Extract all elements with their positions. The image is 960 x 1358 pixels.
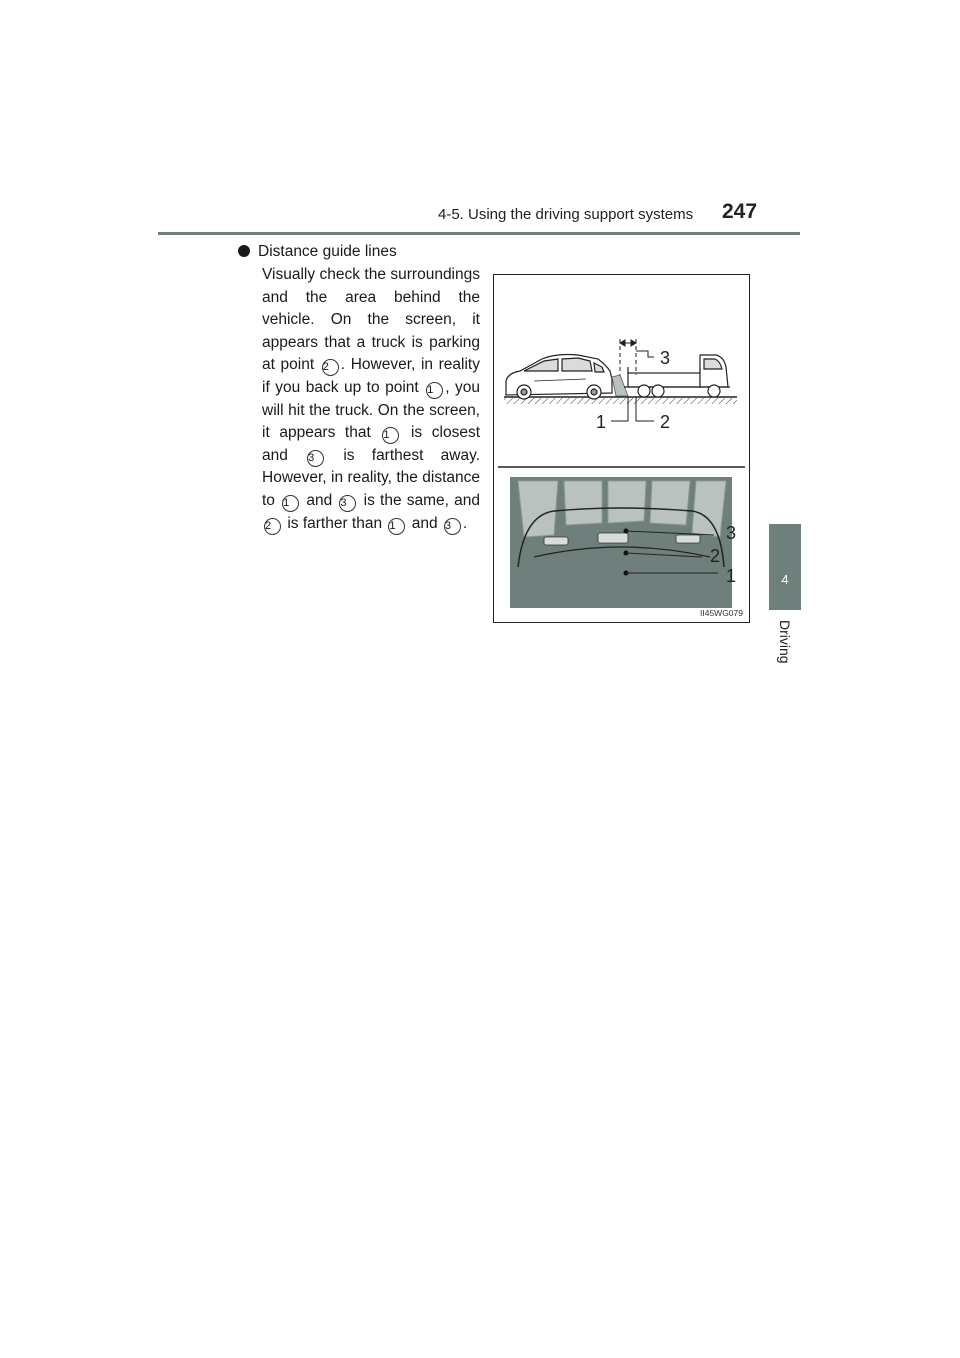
text-run: is the same, and (363, 491, 481, 509)
page-number: 247 (722, 200, 758, 223)
marker-circle: 1 (282, 495, 299, 512)
text-run: is farther than (287, 514, 383, 532)
callout-2-bottom: 2 (710, 546, 721, 566)
marker-circle: 2 (264, 518, 281, 535)
marker-circle: 1 (388, 518, 405, 535)
text-run: , you will hit the truck. On the screen, it appears that (262, 378, 481, 442)
marker-circle: 3 (444, 518, 461, 535)
body-paragraph (262, 264, 480, 535)
figure-code: II45WG079 (700, 608, 743, 618)
marker-circle: 3 (339, 495, 356, 512)
callout-1: 1 (596, 412, 607, 432)
text-run: and (306, 491, 333, 509)
marker-circle: 1 (426, 382, 443, 399)
text-run: . (462, 514, 468, 532)
bullet-dot-icon (238, 245, 250, 257)
header-divider (158, 232, 800, 235)
marker-circle: 2 (322, 359, 339, 376)
chapter-number: 4 (781, 572, 789, 587)
callout-3-bottom: 3 (726, 523, 737, 543)
guide-beam (612, 375, 628, 396)
camera-view (510, 477, 732, 608)
text-run: . However, in reality if you back up to point (262, 356, 480, 396)
distance-guide-figure (493, 274, 750, 623)
text-run: and (411, 514, 438, 532)
chapter-label: Driving (777, 620, 793, 664)
text-run: Visually check the surroundings and the area behind the vehicle. On the screen, it appears that a truck is parking at point (262, 266, 480, 374)
section-title: 4-5. Using the driving support systems (438, 206, 694, 223)
figure-svg (494, 275, 751, 624)
callout-2: 2 (660, 412, 671, 432)
callout-3: 3 (660, 348, 671, 368)
bullet-heading (238, 243, 397, 261)
chapter-tab (769, 524, 801, 610)
marker-circle: 3 (307, 450, 324, 467)
callout-1-bottom: 1 (726, 566, 737, 586)
ground (504, 397, 737, 404)
truck-illustration (624, 355, 730, 397)
chapter-label-wrap (770, 620, 800, 680)
bullet-title: Distance guide lines (258, 243, 397, 260)
car-illustration (506, 355, 612, 400)
text-run: is farthest away. However, in reality, the distance to (262, 446, 481, 509)
marker-circle: 1 (382, 427, 399, 444)
text-run: is closest and (262, 424, 481, 464)
